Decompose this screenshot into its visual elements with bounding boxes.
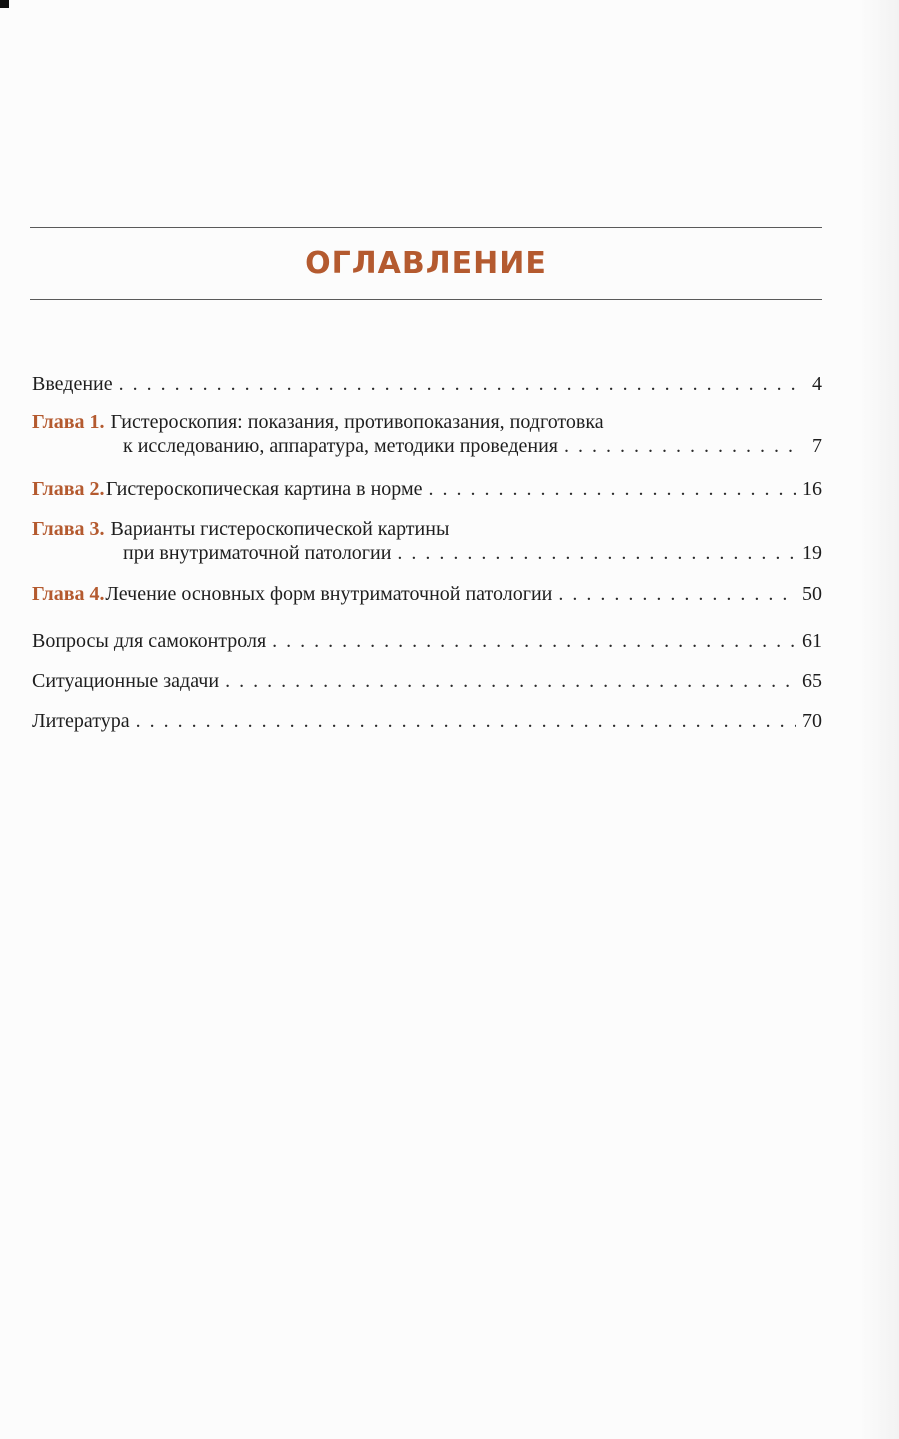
toc-entry-title: Гистероскопическая картина в норме (105, 478, 423, 500)
toc-page-number: 65 (802, 670, 822, 692)
dot-leader (136, 709, 796, 733)
toc-page-number: 4 (812, 373, 822, 395)
page-edge-shadow (859, 0, 899, 1439)
dot-leader (558, 582, 796, 606)
toc-page-number: 70 (802, 710, 822, 732)
dot-leader (119, 372, 802, 396)
toc-entry-title-line-2: к исследованию, аппаратура, методики проведения (123, 435, 558, 457)
dot-leader (564, 434, 802, 458)
toc-entry-title: Лечение основных форм внутриматочной патологии (105, 583, 553, 605)
dot-leader (429, 477, 796, 501)
toc-page-number: 61 (802, 630, 822, 652)
toc-entry-intro[interactable] (32, 372, 822, 396)
toc-page-number: 50 (802, 583, 822, 605)
chapter-label: Глава 3. (32, 518, 105, 540)
toc-entry-title-line-1: Варианты гистероскопической картины (110, 518, 450, 540)
heading-rule-top (30, 227, 822, 228)
toc-entry-questions[interactable] (32, 629, 822, 653)
chapter-label: Глава 1. (32, 411, 105, 433)
toc-page-number: 7 (812, 435, 822, 457)
toc-entry-title: Введение (32, 373, 113, 395)
heading-rule-bottom (30, 299, 822, 300)
chapter-label: Глава 2. (32, 478, 105, 500)
toc-entry-title-line-2: при внутриматочной патологии (123, 542, 392, 564)
dot-leader (397, 541, 796, 565)
toc-entry-title-line-1: Гистероскопия: показания, противопоказания, подготовка (110, 411, 604, 433)
toc-entry-title: Вопросы для самоконтроля (32, 630, 267, 652)
toc-entry-literature[interactable] (32, 709, 822, 733)
toc-heading: ОГЛАВЛЕНИЕ (305, 246, 547, 281)
toc-entry-tasks[interactable] (32, 669, 822, 693)
toc-entry-title: Ситуационные задачи (32, 670, 220, 692)
scan-corner-mark (0, 0, 9, 8)
toc-page-number: 19 (802, 542, 822, 564)
toc-entry-title: Литература (32, 710, 130, 732)
toc-entry-chapter-4[interactable] (32, 582, 822, 606)
chapter-label: Глава 4. (32, 583, 105, 605)
dot-leader (225, 669, 796, 693)
toc-page-number: 16 (802, 478, 822, 500)
toc-entry-chapter-3[interactable] (32, 517, 822, 565)
toc-entry-chapter-1[interactable] (32, 410, 822, 458)
dot-leader (272, 629, 796, 653)
toc-entry-chapter-2[interactable] (32, 477, 822, 501)
